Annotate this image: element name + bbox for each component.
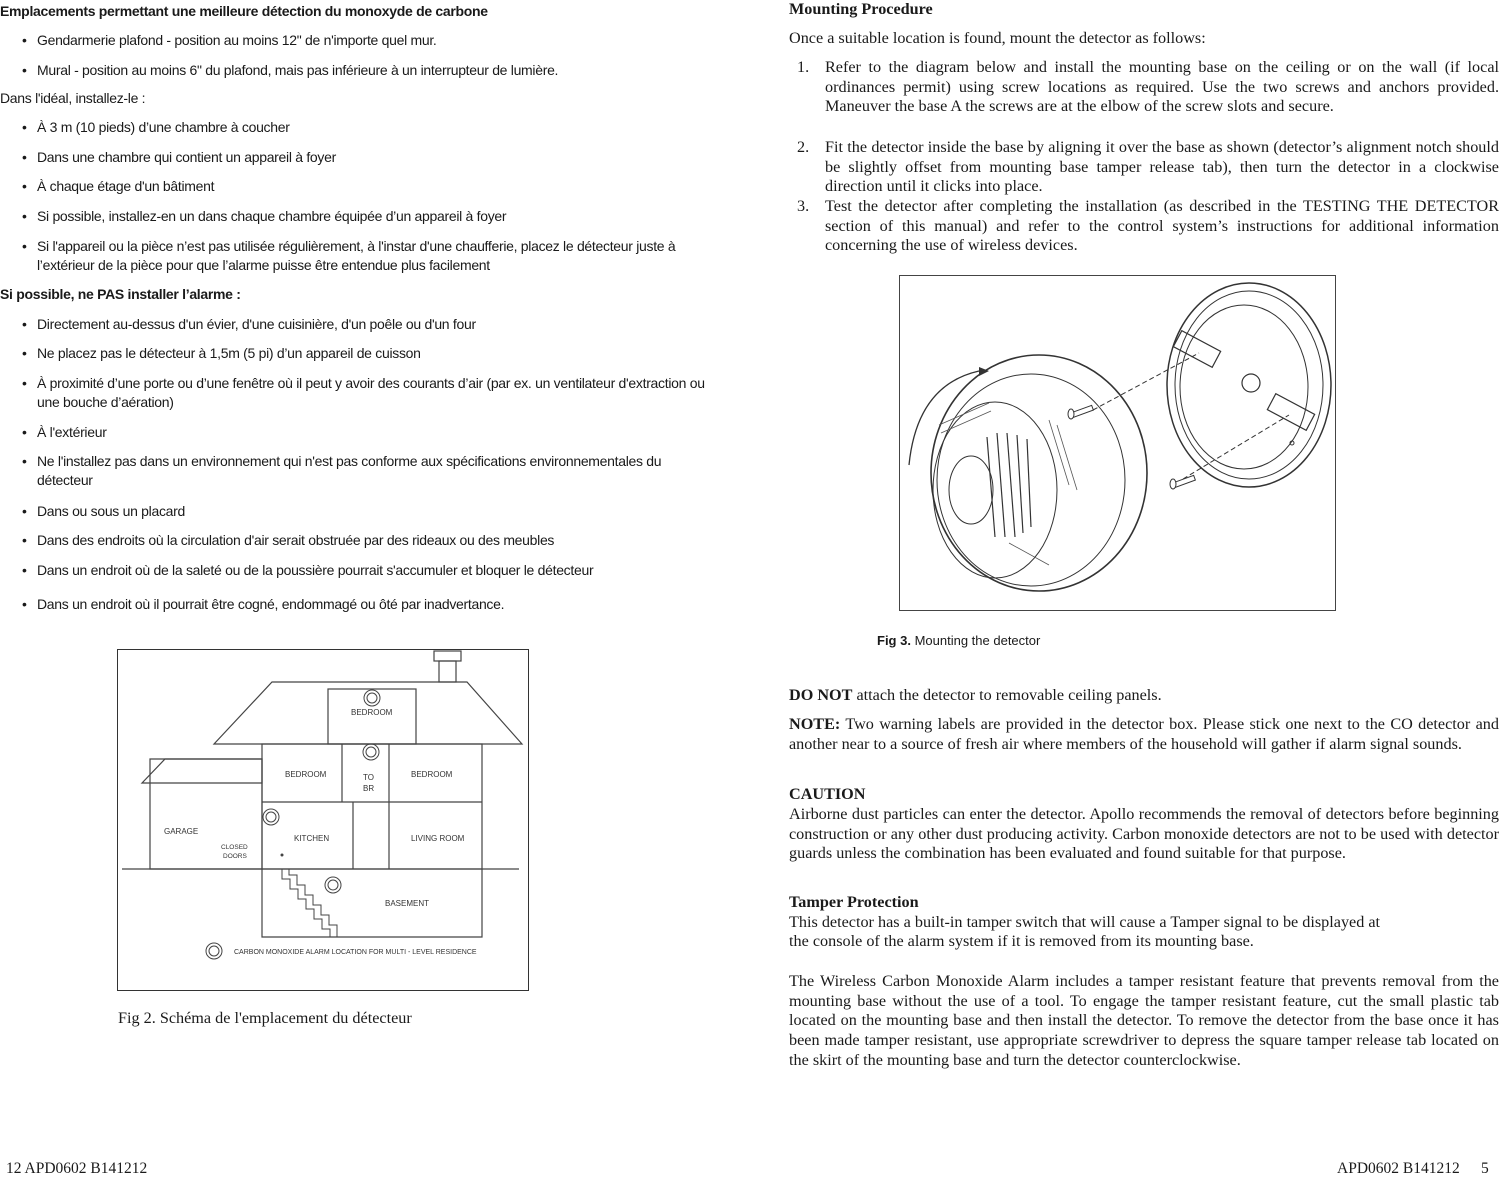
list-item: • Si l'appareil ou la pièce n’est pas utilisée régulièrement, à l'instar d'une chaufferie, placez le détecteur juste à l’extérieur de la pièce pour que l’alarme puisse être entendue plus facilement <box>22 238 676 273</box>
tamper-line-2: the console of the alarm system if it is removed from its mounting base. <box>789 932 1254 950</box>
mounting-diagram <box>899 275 1336 611</box>
fig3-caption-text: Mounting the detector <box>914 633 1041 648</box>
list-item: 1. Refer to the diagram below and install the mounting base on the ceiling or on the wall (if local ordinances permit) using screw locations as required. Use the two screws and anchors provided. Maneuver the base A the screws are at the elbow of the screw slots and secure. <box>797 58 1499 116</box>
diagram-frame <box>118 650 529 991</box>
list-item: • Dans une chambre qui contient un appareil à foyer <box>22 149 336 165</box>
label-bedroom-top: BEDROOM <box>351 708 393 717</box>
tamper-heading: Tamper Protection <box>789 893 919 911</box>
label-living-room: LIVING ROOM <box>411 834 465 843</box>
list-item: • Mural - position au moins 6" du plafond, mais pas inférieure à un interrupteur de lumière. <box>22 62 559 78</box>
note-paragraph: NOTE: Two warning labels are provided in the detector box. Please stick one next to the CO detector and another near to a source of fresh air where members of the household will gather if alarm signal sounds. <box>789 715 1499 753</box>
list-item: • Ne placez pas le détecteur à 1,5m (5 pi) d’un appareil de cuisson <box>22 345 421 361</box>
label-br: BR <box>363 784 375 793</box>
label-kitchen: KITCHEN <box>294 834 330 843</box>
tamper-line-1: This detector has a built-in tamper switch that will cause a Tamper signal to be displayed at <box>789 913 1381 931</box>
caution-heading: CAUTION <box>789 785 866 803</box>
heading-best-locations: Emplacements permettant une meilleure détection du monoxyde de carbone <box>0 3 488 19</box>
footer-right: APD0602 B141212 <box>1337 1160 1460 1177</box>
list-item: • Ne l'installez pas dans un environnement qui n'est pas conforme aux spécifications environnementales du détecteur <box>22 453 662 488</box>
list-item: • Dans un endroit où de la saleté ou de la poussière pourrait s'accumuler et bloquer le détecteur <box>22 562 594 578</box>
list-item: • Gendarmerie plafond - position au moins 12" de n'importe quel mur. <box>22 32 437 48</box>
label-garage: GARAGE <box>164 827 199 836</box>
list-item: • À l'extérieur <box>22 424 107 440</box>
label-basement: BASEMENT <box>385 899 430 908</box>
heading-mounting-procedure: Mounting Procedure <box>789 0 933 18</box>
label-bedroom-right: BEDROOM <box>411 770 453 779</box>
caution-paragraph: Airborne dust particles can enter the detector. Apollo recommends the removal of detectors before beginning construction or any other dust producing activity. Carbon monoxide detectors are not to be used with detector guards unless the combination has been evaluated and found suitable for that purpose. <box>789 805 1499 863</box>
heading-do-not-install: Si possible, ne PAS installer l’alarme : <box>0 286 241 302</box>
label-to: TO <box>363 773 374 782</box>
list-item: • À proximité d’une porte ou d’une fenêtre où il peut y avoir des courants d’air (par ex. un ventilateur d'extraction ou une bouche d’aération) <box>22 375 705 410</box>
list-item: 2. Fit the detector inside the base by aligning it over the base as shown (detector’s alignment notch should be slightly offset from mounting base tamper release tab), then turn the detector in a clockwise direction until it clicks into place. <box>797 138 1499 196</box>
page-number: 5 <box>1481 1160 1489 1177</box>
list-item: • Dans ou sous un placard <box>22 503 185 519</box>
tamper-paragraph: The Wireless Carbon Monoxide Alarm includes a tamper resistant feature that prevents removal from the mounting base without the use of a tool. To engage the tamper resistant feature, cut the small plastic tab located on the mounting base and then install the detector. To remove the detector from the base once it has been made tamper resistant, use appropriate screwdriver to depress the square tamper release tab located on the skirt of the mounting base and turn the detector counterclockwise. <box>789 972 1499 1069</box>
footer-left: 12 APD0602 B141212 <box>6 1160 148 1177</box>
list-item: • Si possible, installez-en un dans chaque chambre équipée d’un appareil à foyer <box>22 208 507 224</box>
list-item: • À chaque étage d'un bâtiment <box>22 178 215 194</box>
ideal-intro: Dans l'idéal, installez-le : <box>0 90 146 106</box>
house-diagram <box>117 649 529 991</box>
list-item: • Directement au-dessus d'un évier, d'une cuisinière, d'un poêle ou d'un four <box>22 316 476 332</box>
list-item: • Dans un endroit où il pourrait être cogné, endommagé ou ôté par inadvertance. <box>22 596 505 612</box>
list-item: 3. Test the detector after completing the installation (as described in the TESTING THE DETECTOR section of this manual) and refer to the control system’s instructions for additional information concerning the use of wireless devices. <box>797 197 1499 255</box>
list-item: • Dans des endroits où la circulation d'air serait obstruée par des rideaux ou des meubles <box>22 532 555 548</box>
fig3-caption <box>877 633 1040 648</box>
list-item: • À 3 m (10 pieds) d’une chambre à coucher <box>22 119 290 135</box>
do-not-paragraph: DO NOT attach the detector to removable ceiling panels. <box>789 686 1162 704</box>
fig3-label: Fig 3. <box>877 633 911 648</box>
mounting-intro: Once a suitable location is found, mount the detector as follows: <box>789 29 1206 47</box>
label-bedroom-left: BEDROOM <box>285 770 327 779</box>
label-legend: CARBON MONOXIDE ALARM LOCATION FOR MULTI - LEVEL RESIDENCE <box>234 949 477 956</box>
label-closed: CLOSED <box>221 844 248 851</box>
fig2-caption: Fig 2. Schéma de l'emplacement du détecteur <box>118 1009 412 1027</box>
label-doors: DOORS <box>223 853 247 860</box>
